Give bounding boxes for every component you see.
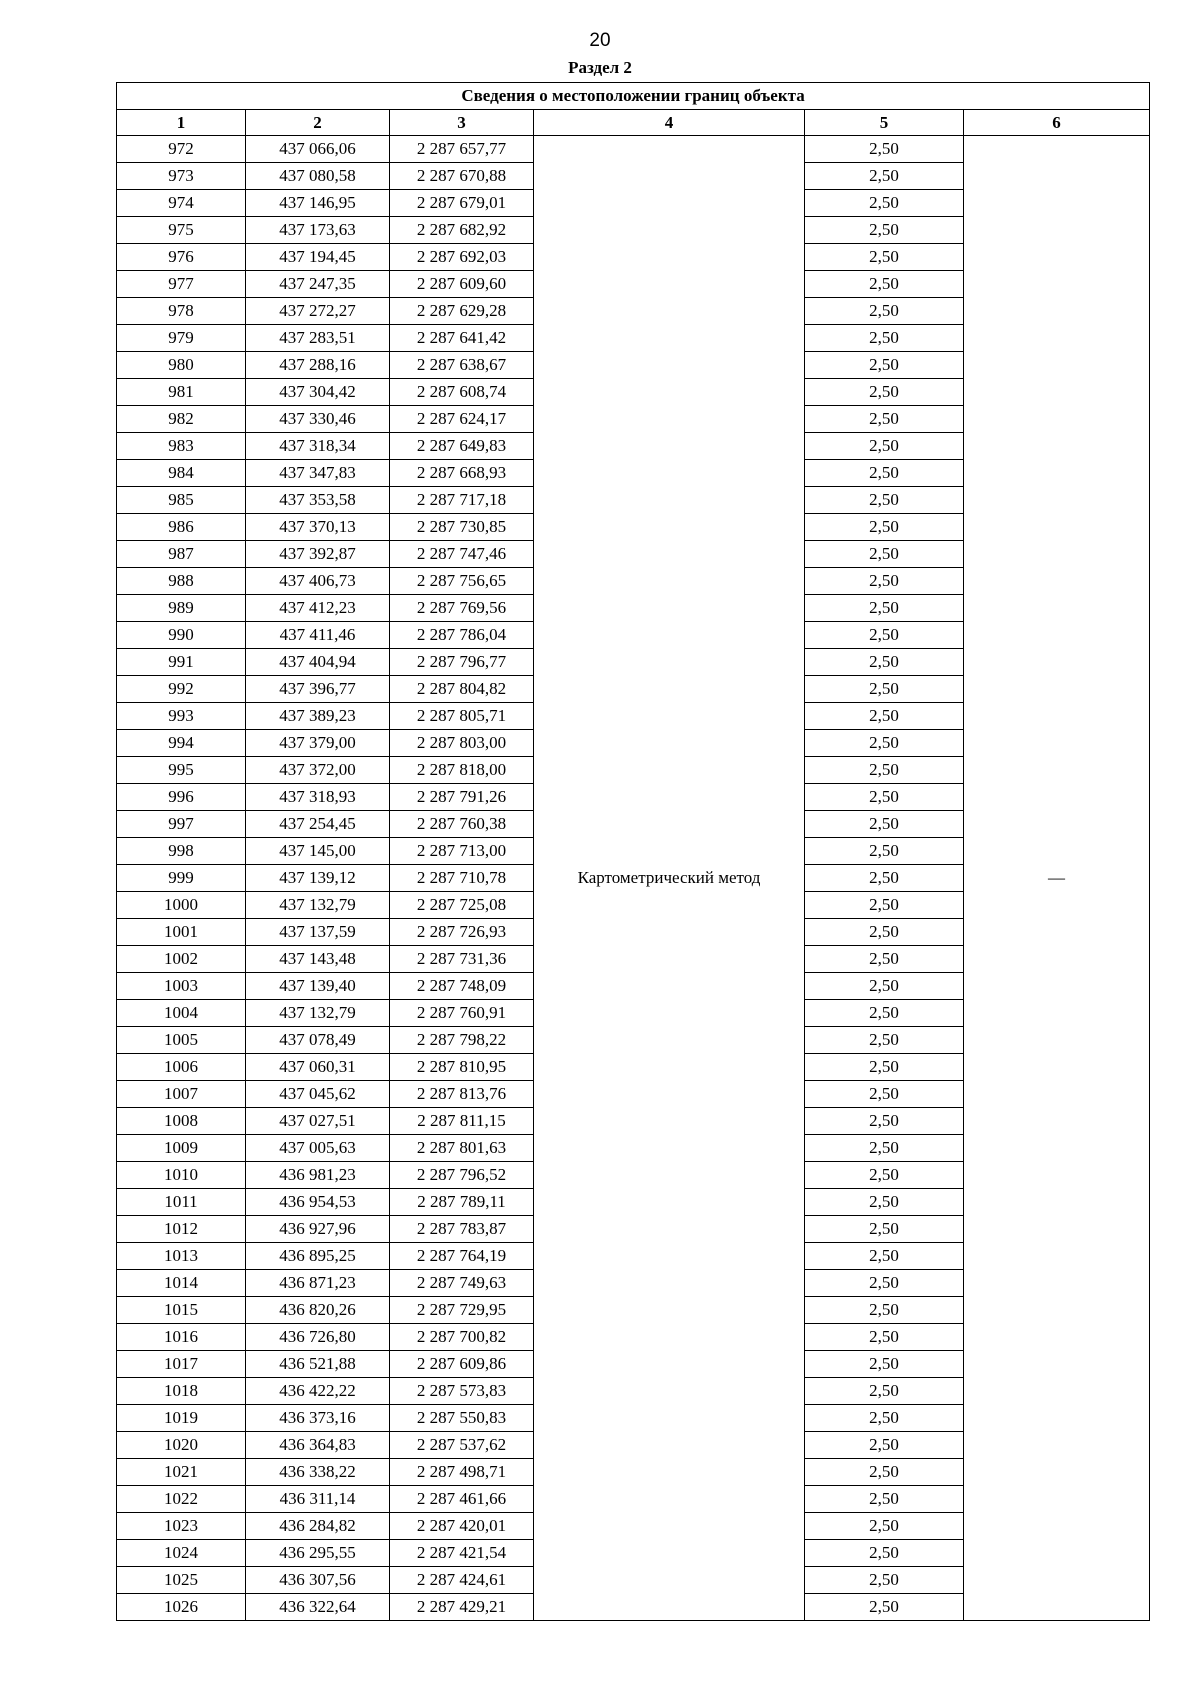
column-header-6: 6 xyxy=(964,110,1150,136)
accuracy-cell: 2,50 xyxy=(805,190,964,217)
point-number-cell: 1012 xyxy=(117,1216,246,1243)
x-coordinate-cell: 437 283,51 xyxy=(246,325,390,352)
x-coordinate-cell: 437 132,79 xyxy=(246,1000,390,1027)
accuracy-cell: 2,50 xyxy=(805,568,964,595)
column-header-3: 3 xyxy=(390,110,534,136)
accuracy-cell: 2,50 xyxy=(805,298,964,325)
point-number-cell: 986 xyxy=(117,514,246,541)
point-number-cell: 1025 xyxy=(117,1567,246,1594)
x-coordinate-cell: 437 173,63 xyxy=(246,217,390,244)
point-number-cell: 1022 xyxy=(117,1486,246,1513)
x-coordinate-cell: 437 330,46 xyxy=(246,406,390,433)
x-coordinate-cell: 437 060,31 xyxy=(246,1054,390,1081)
point-number-cell: 1020 xyxy=(117,1432,246,1459)
section-title: Раздел 2 xyxy=(568,58,632,77)
point-number-cell: 981 xyxy=(117,379,246,406)
x-coordinate-cell: 437 392,87 xyxy=(246,541,390,568)
y-coordinate-cell: 2 287 537,62 xyxy=(390,1432,534,1459)
y-coordinate-cell: 2 287 726,93 xyxy=(390,919,534,946)
table-header-row xyxy=(117,110,1150,136)
y-coordinate-cell: 2 287 638,67 xyxy=(390,352,534,379)
accuracy-cell: 2,50 xyxy=(805,1567,964,1594)
y-coordinate-cell: 2 287 796,52 xyxy=(390,1162,534,1189)
y-coordinate-cell: 2 287 760,91 xyxy=(390,1000,534,1027)
accuracy-cell: 2,50 xyxy=(805,352,964,379)
x-coordinate-cell: 437 347,83 xyxy=(246,460,390,487)
point-number-cell: 982 xyxy=(117,406,246,433)
x-coordinate-cell: 437 080,58 xyxy=(246,163,390,190)
y-coordinate-cell: 2 287 420,01 xyxy=(390,1513,534,1540)
accuracy-cell: 2,50 xyxy=(805,379,964,406)
column-header-1: 1 xyxy=(117,110,246,136)
y-coordinate-cell: 2 287 818,00 xyxy=(390,757,534,784)
point-number-cell: 984 xyxy=(117,460,246,487)
point-number-cell: 1021 xyxy=(117,1459,246,1486)
x-coordinate-cell: 437 396,77 xyxy=(246,676,390,703)
accuracy-cell: 2,50 xyxy=(805,1108,964,1135)
y-coordinate-cell: 2 287 810,95 xyxy=(390,1054,534,1081)
x-coordinate-cell: 437 411,46 xyxy=(246,622,390,649)
x-coordinate-cell: 437 370,13 xyxy=(246,514,390,541)
y-coordinate-cell: 2 287 801,63 xyxy=(390,1135,534,1162)
accuracy-cell: 2,50 xyxy=(805,1135,964,1162)
x-coordinate-cell: 436 895,25 xyxy=(246,1243,390,1270)
x-coordinate-cell: 436 422,22 xyxy=(246,1378,390,1405)
x-coordinate-cell: 437 304,42 xyxy=(246,379,390,406)
y-coordinate-cell: 2 287 748,09 xyxy=(390,973,534,1000)
point-number-cell: 995 xyxy=(117,757,246,784)
point-number-cell: 1023 xyxy=(117,1513,246,1540)
accuracy-cell: 2,50 xyxy=(805,163,964,190)
column-header-5: 5 xyxy=(805,110,964,136)
point-number-cell: 1019 xyxy=(117,1405,246,1432)
accuracy-cell: 2,50 xyxy=(805,1432,964,1459)
point-number-cell: 973 xyxy=(117,163,246,190)
x-coordinate-cell: 437 146,95 xyxy=(246,190,390,217)
point-number-cell: 1001 xyxy=(117,919,246,946)
y-coordinate-cell: 2 287 791,26 xyxy=(390,784,534,811)
accuracy-cell: 2,50 xyxy=(805,1054,964,1081)
y-coordinate-cell: 2 287 498,71 xyxy=(390,1459,534,1486)
accuracy-cell: 2,50 xyxy=(805,1378,964,1405)
accuracy-cell: 2,50 xyxy=(805,1081,964,1108)
y-coordinate-cell: 2 287 764,19 xyxy=(390,1243,534,1270)
y-coordinate-cell: 2 287 692,03 xyxy=(390,244,534,271)
accuracy-cell: 2,50 xyxy=(805,1297,964,1324)
accuracy-cell: 2,50 xyxy=(805,1459,964,1486)
point-number-cell: 999 xyxy=(117,865,246,892)
y-coordinate-cell: 2 287 624,17 xyxy=(390,406,534,433)
y-coordinate-cell: 2 287 729,95 xyxy=(390,1297,534,1324)
x-coordinate-cell: 437 194,45 xyxy=(246,244,390,271)
point-number-cell: 1000 xyxy=(117,892,246,919)
y-coordinate-cell: 2 287 668,93 xyxy=(390,460,534,487)
accuracy-cell: 2,50 xyxy=(805,892,964,919)
x-coordinate-cell: 436 307,56 xyxy=(246,1567,390,1594)
x-coordinate-cell: 437 139,40 xyxy=(246,973,390,1000)
y-coordinate-cell: 2 287 804,82 xyxy=(390,676,534,703)
accuracy-cell: 2,50 xyxy=(805,1513,964,1540)
page-number: 20 xyxy=(589,30,611,51)
x-coordinate-cell: 436 295,55 xyxy=(246,1540,390,1567)
x-coordinate-cell: 437 132,79 xyxy=(246,892,390,919)
point-number-cell: 1009 xyxy=(117,1135,246,1162)
point-number-cell: 1002 xyxy=(117,946,246,973)
x-coordinate-cell: 437 066,06 xyxy=(246,136,390,163)
y-coordinate-cell: 2 287 573,83 xyxy=(390,1378,534,1405)
x-coordinate-cell: 437 389,23 xyxy=(246,703,390,730)
point-number-cell: 980 xyxy=(117,352,246,379)
accuracy-cell: 2,50 xyxy=(805,865,964,892)
y-coordinate-cell: 2 287 786,04 xyxy=(390,622,534,649)
y-coordinate-cell: 2 287 717,18 xyxy=(390,487,534,514)
point-number-cell: 1017 xyxy=(117,1351,246,1378)
y-coordinate-cell: 2 287 700,82 xyxy=(390,1324,534,1351)
point-number-cell: 978 xyxy=(117,298,246,325)
column-header-4: 4 xyxy=(534,110,805,136)
x-coordinate-cell: 437 078,49 xyxy=(246,1027,390,1054)
accuracy-cell: 2,50 xyxy=(805,1594,964,1621)
table-row xyxy=(117,136,1150,163)
point-number-cell: 1014 xyxy=(117,1270,246,1297)
boundary-coordinates-table xyxy=(116,82,1150,1621)
y-coordinate-cell: 2 287 796,77 xyxy=(390,649,534,676)
point-number-cell: 992 xyxy=(117,676,246,703)
column-header-2: 2 xyxy=(246,110,390,136)
accuracy-cell: 2,50 xyxy=(805,1162,964,1189)
point-number-cell: 1011 xyxy=(117,1189,246,1216)
point-number-cell: 979 xyxy=(117,325,246,352)
point-number-cell: 1004 xyxy=(117,1000,246,1027)
accuracy-cell: 2,50 xyxy=(805,973,964,1000)
y-coordinate-cell: 2 287 805,71 xyxy=(390,703,534,730)
point-number-cell: 972 xyxy=(117,136,246,163)
accuracy-cell: 2,50 xyxy=(805,838,964,865)
x-coordinate-cell: 436 871,23 xyxy=(246,1270,390,1297)
accuracy-cell: 2,50 xyxy=(805,811,964,838)
accuracy-cell: 2,50 xyxy=(805,1540,964,1567)
table-caption: Сведения о местоположении границ объекта xyxy=(117,83,1150,110)
point-number-cell: 1016 xyxy=(117,1324,246,1351)
accuracy-cell: 2,50 xyxy=(805,136,964,163)
point-number-cell: 990 xyxy=(117,622,246,649)
x-coordinate-cell: 437 139,12 xyxy=(246,865,390,892)
point-number-cell: 989 xyxy=(117,595,246,622)
point-number-cell: 1026 xyxy=(117,1594,246,1621)
accuracy-cell: 2,50 xyxy=(805,406,964,433)
x-coordinate-cell: 436 726,80 xyxy=(246,1324,390,1351)
x-coordinate-cell: 436 820,26 xyxy=(246,1297,390,1324)
y-coordinate-cell: 2 287 769,56 xyxy=(390,595,534,622)
y-coordinate-cell: 2 287 747,46 xyxy=(390,541,534,568)
y-coordinate-cell: 2 287 657,77 xyxy=(390,136,534,163)
accuracy-cell: 2,50 xyxy=(805,649,964,676)
point-number-cell: 998 xyxy=(117,838,246,865)
x-coordinate-cell: 437 379,00 xyxy=(246,730,390,757)
y-coordinate-cell: 2 287 609,86 xyxy=(390,1351,534,1378)
point-number-cell: 1024 xyxy=(117,1540,246,1567)
accuracy-cell: 2,50 xyxy=(805,1027,964,1054)
accuracy-cell: 2,50 xyxy=(805,325,964,352)
accuracy-cell: 2,50 xyxy=(805,757,964,784)
accuracy-cell: 2,50 xyxy=(805,514,964,541)
point-number-cell: 974 xyxy=(117,190,246,217)
x-coordinate-cell: 437 254,45 xyxy=(246,811,390,838)
y-coordinate-cell: 2 287 811,15 xyxy=(390,1108,534,1135)
point-number-cell: 988 xyxy=(117,568,246,595)
point-number-cell: 996 xyxy=(117,784,246,811)
x-coordinate-cell: 437 406,73 xyxy=(246,568,390,595)
point-number-cell: 1003 xyxy=(117,973,246,1000)
accuracy-cell: 2,50 xyxy=(805,1000,964,1027)
x-coordinate-cell: 437 272,27 xyxy=(246,298,390,325)
y-coordinate-cell: 2 287 424,61 xyxy=(390,1567,534,1594)
x-coordinate-cell: 436 373,16 xyxy=(246,1405,390,1432)
accuracy-cell: 2,50 xyxy=(805,919,964,946)
point-number-cell: 1006 xyxy=(117,1054,246,1081)
accuracy-cell: 2,50 xyxy=(805,433,964,460)
x-coordinate-cell: 437 318,34 xyxy=(246,433,390,460)
x-coordinate-cell: 436 521,88 xyxy=(246,1351,390,1378)
point-number-cell: 997 xyxy=(117,811,246,838)
accuracy-cell: 2,50 xyxy=(805,1216,964,1243)
x-coordinate-cell: 436 954,53 xyxy=(246,1189,390,1216)
x-coordinate-cell: 436 981,23 xyxy=(246,1162,390,1189)
table-body xyxy=(117,136,1150,1621)
point-number-cell: 1013 xyxy=(117,1243,246,1270)
y-coordinate-cell: 2 287 641,42 xyxy=(390,325,534,352)
accuracy-cell: 2,50 xyxy=(805,541,964,568)
point-number-cell: 993 xyxy=(117,703,246,730)
accuracy-cell: 2,50 xyxy=(805,244,964,271)
accuracy-cell: 2,50 xyxy=(805,622,964,649)
accuracy-cell: 2,50 xyxy=(805,1270,964,1297)
y-coordinate-cell: 2 287 756,65 xyxy=(390,568,534,595)
x-coordinate-cell: 437 404,94 xyxy=(246,649,390,676)
accuracy-cell: 2,50 xyxy=(805,271,964,298)
accuracy-cell: 2,50 xyxy=(805,946,964,973)
method-cell: Картометрический метод xyxy=(534,136,805,1621)
y-coordinate-cell: 2 287 725,08 xyxy=(390,892,534,919)
point-number-cell: 987 xyxy=(117,541,246,568)
y-coordinate-cell: 2 287 421,54 xyxy=(390,1540,534,1567)
y-coordinate-cell: 2 287 608,74 xyxy=(390,379,534,406)
x-coordinate-cell: 437 137,59 xyxy=(246,919,390,946)
x-coordinate-cell: 437 027,51 xyxy=(246,1108,390,1135)
x-coordinate-cell: 437 143,48 xyxy=(246,946,390,973)
accuracy-cell: 2,50 xyxy=(805,1189,964,1216)
point-number-cell: 1010 xyxy=(117,1162,246,1189)
y-coordinate-cell: 2 287 803,00 xyxy=(390,730,534,757)
point-number-cell: 1007 xyxy=(117,1081,246,1108)
point-number-cell: 977 xyxy=(117,271,246,298)
x-coordinate-cell: 436 364,83 xyxy=(246,1432,390,1459)
point-number-cell: 985 xyxy=(117,487,246,514)
x-coordinate-cell: 437 288,16 xyxy=(246,352,390,379)
y-coordinate-cell: 2 287 749,63 xyxy=(390,1270,534,1297)
accuracy-cell: 2,50 xyxy=(805,217,964,244)
point-number-cell: 994 xyxy=(117,730,246,757)
y-coordinate-cell: 2 287 461,66 xyxy=(390,1486,534,1513)
x-coordinate-cell: 436 322,64 xyxy=(246,1594,390,1621)
x-coordinate-cell: 437 372,00 xyxy=(246,757,390,784)
accuracy-cell: 2,50 xyxy=(805,595,964,622)
y-coordinate-cell: 2 287 783,87 xyxy=(390,1216,534,1243)
x-coordinate-cell: 437 353,58 xyxy=(246,487,390,514)
accuracy-cell: 2,50 xyxy=(805,1405,964,1432)
x-coordinate-cell: 437 412,23 xyxy=(246,595,390,622)
x-coordinate-cell: 437 045,62 xyxy=(246,1081,390,1108)
table-caption-row xyxy=(117,83,1150,110)
x-coordinate-cell: 436 338,22 xyxy=(246,1459,390,1486)
y-coordinate-cell: 2 287 798,22 xyxy=(390,1027,534,1054)
x-coordinate-cell: 437 005,63 xyxy=(246,1135,390,1162)
point-number-cell: 1008 xyxy=(117,1108,246,1135)
accuracy-cell: 2,50 xyxy=(805,676,964,703)
accuracy-cell: 2,50 xyxy=(805,1351,964,1378)
y-coordinate-cell: 2 287 682,92 xyxy=(390,217,534,244)
point-number-cell: 1005 xyxy=(117,1027,246,1054)
accuracy-cell: 2,50 xyxy=(805,730,964,757)
point-number-cell: 1018 xyxy=(117,1378,246,1405)
accuracy-cell: 2,50 xyxy=(805,703,964,730)
x-coordinate-cell: 437 145,00 xyxy=(246,838,390,865)
y-coordinate-cell: 2 287 649,83 xyxy=(390,433,534,460)
x-coordinate-cell: 437 318,93 xyxy=(246,784,390,811)
y-coordinate-cell: 2 287 670,88 xyxy=(390,163,534,190)
accuracy-cell: 2,50 xyxy=(805,1486,964,1513)
y-coordinate-cell: 2 287 813,76 xyxy=(390,1081,534,1108)
accuracy-cell: 2,50 xyxy=(805,487,964,514)
y-coordinate-cell: 2 287 731,36 xyxy=(390,946,534,973)
x-coordinate-cell: 436 927,96 xyxy=(246,1216,390,1243)
point-number-cell: 983 xyxy=(117,433,246,460)
point-number-cell: 991 xyxy=(117,649,246,676)
y-coordinate-cell: 2 287 609,60 xyxy=(390,271,534,298)
accuracy-cell: 2,50 xyxy=(805,460,964,487)
x-coordinate-cell: 437 247,35 xyxy=(246,271,390,298)
y-coordinate-cell: 2 287 679,01 xyxy=(390,190,534,217)
accuracy-cell: 2,50 xyxy=(805,784,964,811)
point-number-cell: 976 xyxy=(117,244,246,271)
accuracy-cell: 2,50 xyxy=(805,1243,964,1270)
point-number-cell: 1015 xyxy=(117,1297,246,1324)
y-coordinate-cell: 2 287 760,38 xyxy=(390,811,534,838)
y-coordinate-cell: 2 287 789,11 xyxy=(390,1189,534,1216)
y-coordinate-cell: 2 287 713,00 xyxy=(390,838,534,865)
y-coordinate-cell: 2 287 550,83 xyxy=(390,1405,534,1432)
y-coordinate-cell: 2 287 710,78 xyxy=(390,865,534,892)
point-number-cell: 975 xyxy=(117,217,246,244)
y-coordinate-cell: 2 287 629,28 xyxy=(390,298,534,325)
x-coordinate-cell: 436 311,14 xyxy=(246,1486,390,1513)
y-coordinate-cell: 2 287 730,85 xyxy=(390,514,534,541)
x-coordinate-cell: 436 284,82 xyxy=(246,1513,390,1540)
y-coordinate-cell: 2 287 429,21 xyxy=(390,1594,534,1621)
accuracy-cell: 2,50 xyxy=(805,1324,964,1351)
column-6-cell: — xyxy=(964,136,1150,1621)
